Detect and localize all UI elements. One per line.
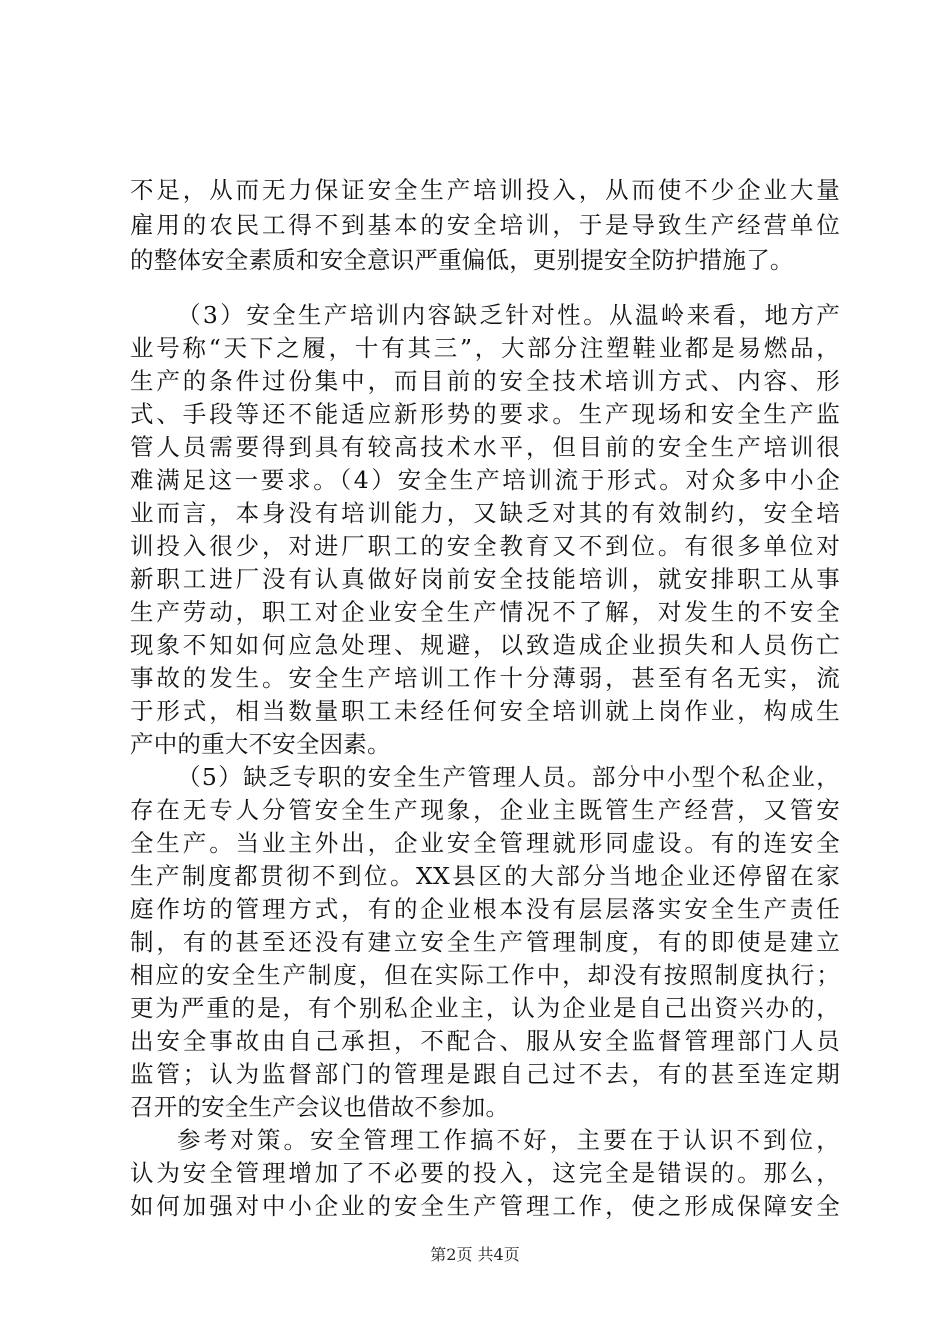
text-line: 更为严重的是，有个别私企业主，认为企业是自己出资兴办的， <box>130 994 840 1022</box>
text-line: 业号称“天下之履，十有其三”，大部分注塑鞋业都是易燃品， <box>130 334 840 362</box>
text-line: 生产的条件过份集中，而目前的安全技术培训方式、内容、形 <box>130 367 840 395</box>
text-line: 于形式，相当数量职工未经任何安全培训就上岗作业，构成生 <box>130 697 840 725</box>
text-line: 现象不知如何应急处理、规避，以致造成企业损失和人员伤亡 <box>130 631 840 659</box>
text-line: （5）缺乏专职的安全生产管理人员。部分中小型个私企业， <box>177 763 840 791</box>
page-number-footer: 第2页 共4页 <box>430 1245 520 1264</box>
text-line: 雇用的农民工得不到基本的安全培训，于是导致生产经营单位 <box>130 211 840 239</box>
text-line: 监管；认为监督部门的管理是跟自己过不去，有的甚至连定期 <box>130 1060 840 1088</box>
text-line: 不足，从而无力保证安全生产培训投入，从而使不少企业大量 <box>130 176 840 204</box>
text-line: 制，有的甚至还没有建立安全生产管理制度，有的即使是建立 <box>130 928 840 956</box>
text-line: 事故的发生。安全生产培训工作十分薄弱，甚至有名无实，流 <box>130 664 840 692</box>
text-line: 新职工进厂没有认真做好岗前安全技能培训，就安排职工从事 <box>130 565 840 593</box>
text-line: 存在无专人分管安全生产现象，企业主既管生产经营，又管安 <box>130 796 840 824</box>
text-line: 召开的安全生产会议也借故不参加。 <box>130 1093 510 1121</box>
text-line: （3）安全生产培训内容缺乏针对性。从温岭来看，地方产 <box>177 301 840 329</box>
text-line: 庭作坊的管理方式，有的企业根本没有层层落实安全生产责任 <box>130 895 840 923</box>
text-line: 训投入很少，对进厂职工的安全教育又不到位。有很多单位对 <box>130 532 840 560</box>
text-line: 难满足这一要求。（4）安全生产培训流于形式。对众多中小企 <box>130 466 840 494</box>
text-line: 生产制度都贯彻不到位。XX县区的大部分当地企业还停留在家 <box>130 862 840 890</box>
text-line: 管人员需要得到具有较高技术水平，但目前的安全生产培训很 <box>130 433 840 461</box>
text-line: 生产劳动，职工对企业安全生产情况不了解，对发生的不安全 <box>130 598 840 626</box>
text-line: 产中的重大不安全因素。 <box>130 730 391 758</box>
text-line: 参考对策。安全管理工作搞不好，主要在于认识不到位， <box>177 1126 840 1154</box>
text-line: 如何加强对中小企业的安全生产管理工作，使之形成保障安全 <box>130 1192 840 1220</box>
text-line: 的整体安全素质和安全意识严重偏低，更别提安全防护措施了。 <box>130 246 794 274</box>
text-line: 认为安全管理增加了不必要的投入，这完全是错误的。那么， <box>130 1159 840 1187</box>
text-line: 出安全事故由自己承担，不配合、服从安全监督管理部门人员 <box>130 1027 840 1055</box>
text-line: 相应的安全生产制度，但在实际工作中，却没有按照制度执行； <box>130 961 840 989</box>
text-line: 全生产。当业主外出，企业安全管理就形同虚设。有的连安全 <box>130 829 840 857</box>
text-line: 业而言，本身没有培训能力，又缺乏对其的有效制约，安全培 <box>130 499 840 527</box>
text-line: 式、手段等还不能适应新形势的要求。生产现场和安全生产监 <box>130 400 840 428</box>
